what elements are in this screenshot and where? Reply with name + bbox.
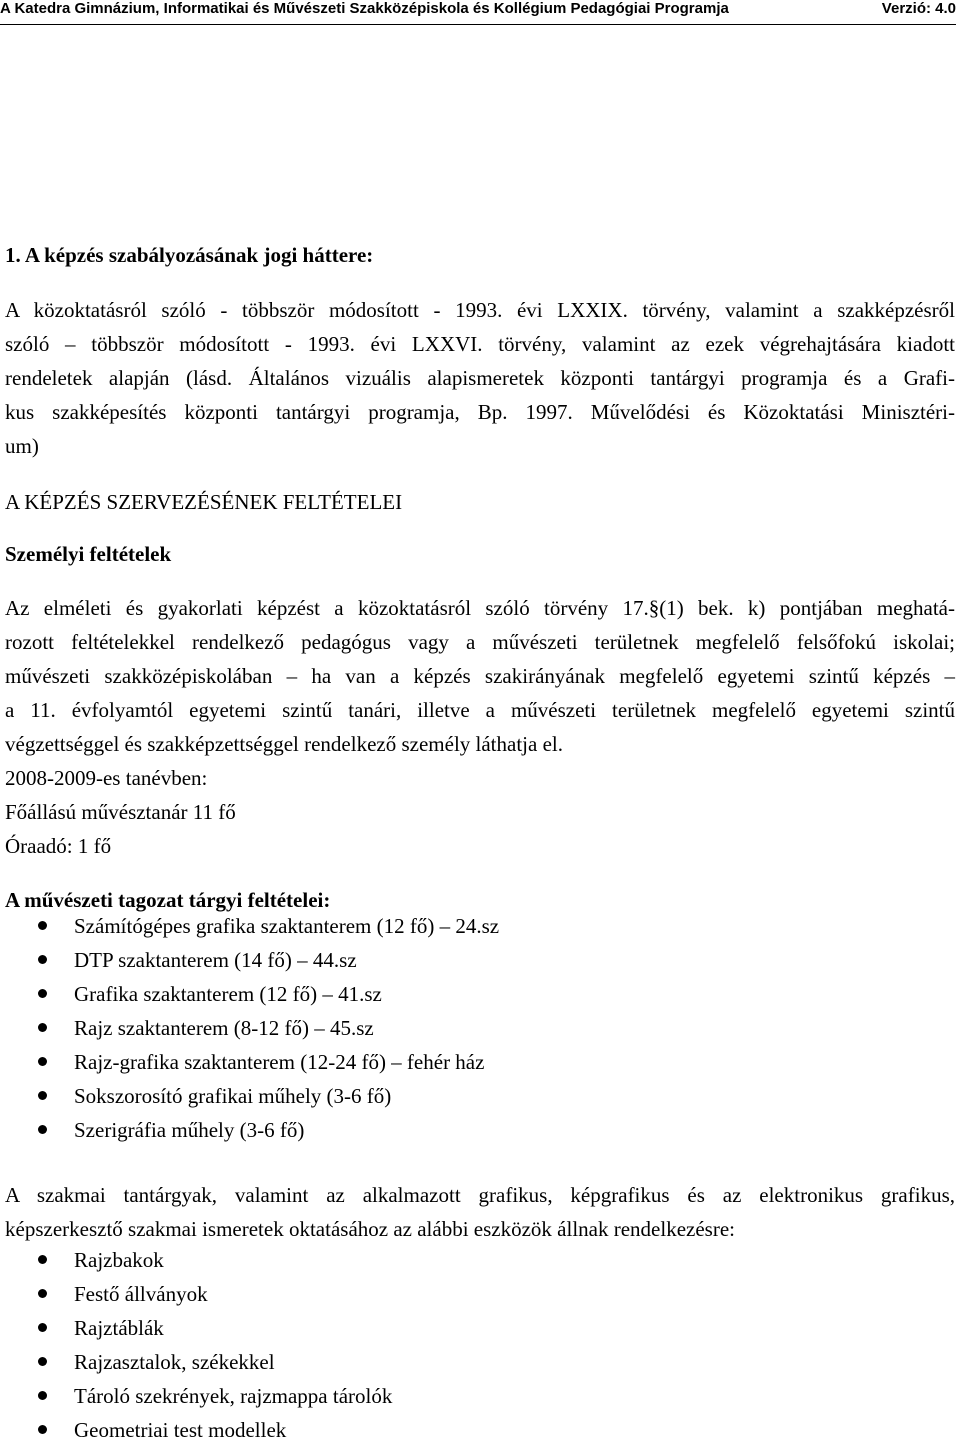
personal-line: rozott feltételekkel rendelkező pedagógus vagy a művészeti területnek megfelelő felsőfokú iskolai; <box>5 630 955 654</box>
personal-line: művészeti szakközépiskolában – ha van a képzés szakirányának megfelelő egyetemi szintű képzés – <box>5 664 955 688</box>
list-item: Tároló szekrények, rajzmappa tárolók <box>0 1379 950 1413</box>
legal-paragraph <box>5 293 955 463</box>
tools-line: A szakmai tantárgyak, valamint az alkalmazott grafikus, képgrafikus és az elektronikus grafikus, <box>5 1183 955 1207</box>
list-item: DTP szaktanterem (14 fő) – 44.sz <box>0 943 950 977</box>
personal-line: Az elméleti és gyakorlati képzést a közoktatásról szóló törvény 17.§(1) bek. k) pontjában meghatá- <box>5 596 955 620</box>
tools-line: képszerkesztő szakmai ismeretek oktatásához az alábbi eszközök állnak rendelkezésre: <box>5 1217 735 1241</box>
staff-line: Főállású művésztanár 11 fő <box>5 800 236 824</box>
header-title: A Katedra Gimnázium, Informatikai és Művészeti Szakközépiskola és Kollégium Pedagógiai Programja <box>0 0 729 17</box>
legal-line: A közoktatásról szóló - többször módosított - 1993. évi LXXIX. törvény, valamint a szakképzésről <box>5 298 955 322</box>
rooms-list <box>0 909 950 1147</box>
personal-heading: Személyi feltételek <box>5 542 172 566</box>
list-item: Számítógépes grafika szaktanterem (12 fő) – 24.sz <box>0 909 950 943</box>
tagozat-heading: A művészeti tagozat tárgyi feltételei: <box>5 888 331 912</box>
staff-line: Óraadó: 1 fő <box>5 834 112 858</box>
page-header <box>0 0 956 25</box>
list-item: Rajztáblák <box>0 1311 950 1345</box>
list-item: Rajzbakok <box>0 1243 950 1277</box>
tools-paragraph <box>5 1178 955 1246</box>
list-item: Festő állványok <box>0 1277 950 1311</box>
personal-line: végzettséggel és szakképzettséggel rendelkező személy láthatja el. <box>5 732 563 756</box>
personal-paragraph <box>5 591 955 863</box>
list-item: Rajz-grafika szaktanterem (12-24 fő) – fehér ház <box>0 1045 950 1079</box>
header-version: Verzió: 4.0 <box>881 0 956 17</box>
tools-list <box>0 1243 950 1447</box>
legal-line: szóló – többször módosított - 1993. évi LXXVI. törvény, valamint az ezek végrehajtására kiadott <box>5 332 955 356</box>
caps-heading: A KÉPZÉS SZERVEZÉSÉNEK FELTÉTELEI <box>5 490 403 514</box>
personal-line: a 11. évfolyamtól egyetemi szintű tanári, illetve a művészeti területnek megfelelő egyetemi szintű <box>5 698 955 722</box>
legal-line: rendeletek alapján (lásd. Általános vizuális alapismeretek központi tantárgyi programja és a Grafi- <box>5 366 955 390</box>
legal-line: um) <box>5 434 39 458</box>
staff-line: 2008-2009-es tanévben: <box>5 766 208 790</box>
list-item: Rajz szaktanterem (8-12 fő) – 45.sz <box>0 1011 950 1045</box>
list-item: Szerigráfia műhely (3-6 fő) <box>0 1113 950 1147</box>
list-item: Sokszorosító grafikai műhely (3-6 fő) <box>0 1079 950 1113</box>
list-item: Grafika szaktanterem (12 fő) – 41.sz <box>0 977 950 1011</box>
list-item: Rajzasztalok, székekkel <box>0 1345 950 1379</box>
list-item: Geometriai test modellek <box>0 1413 950 1447</box>
legal-line: kus szakképesítés központi tantárgyi programja, Bp. 1997. Művelődési és Közoktatási Minisztéri- <box>5 400 955 424</box>
section-heading: 1. A képzés szabályozásának jogi háttere: <box>5 243 374 267</box>
